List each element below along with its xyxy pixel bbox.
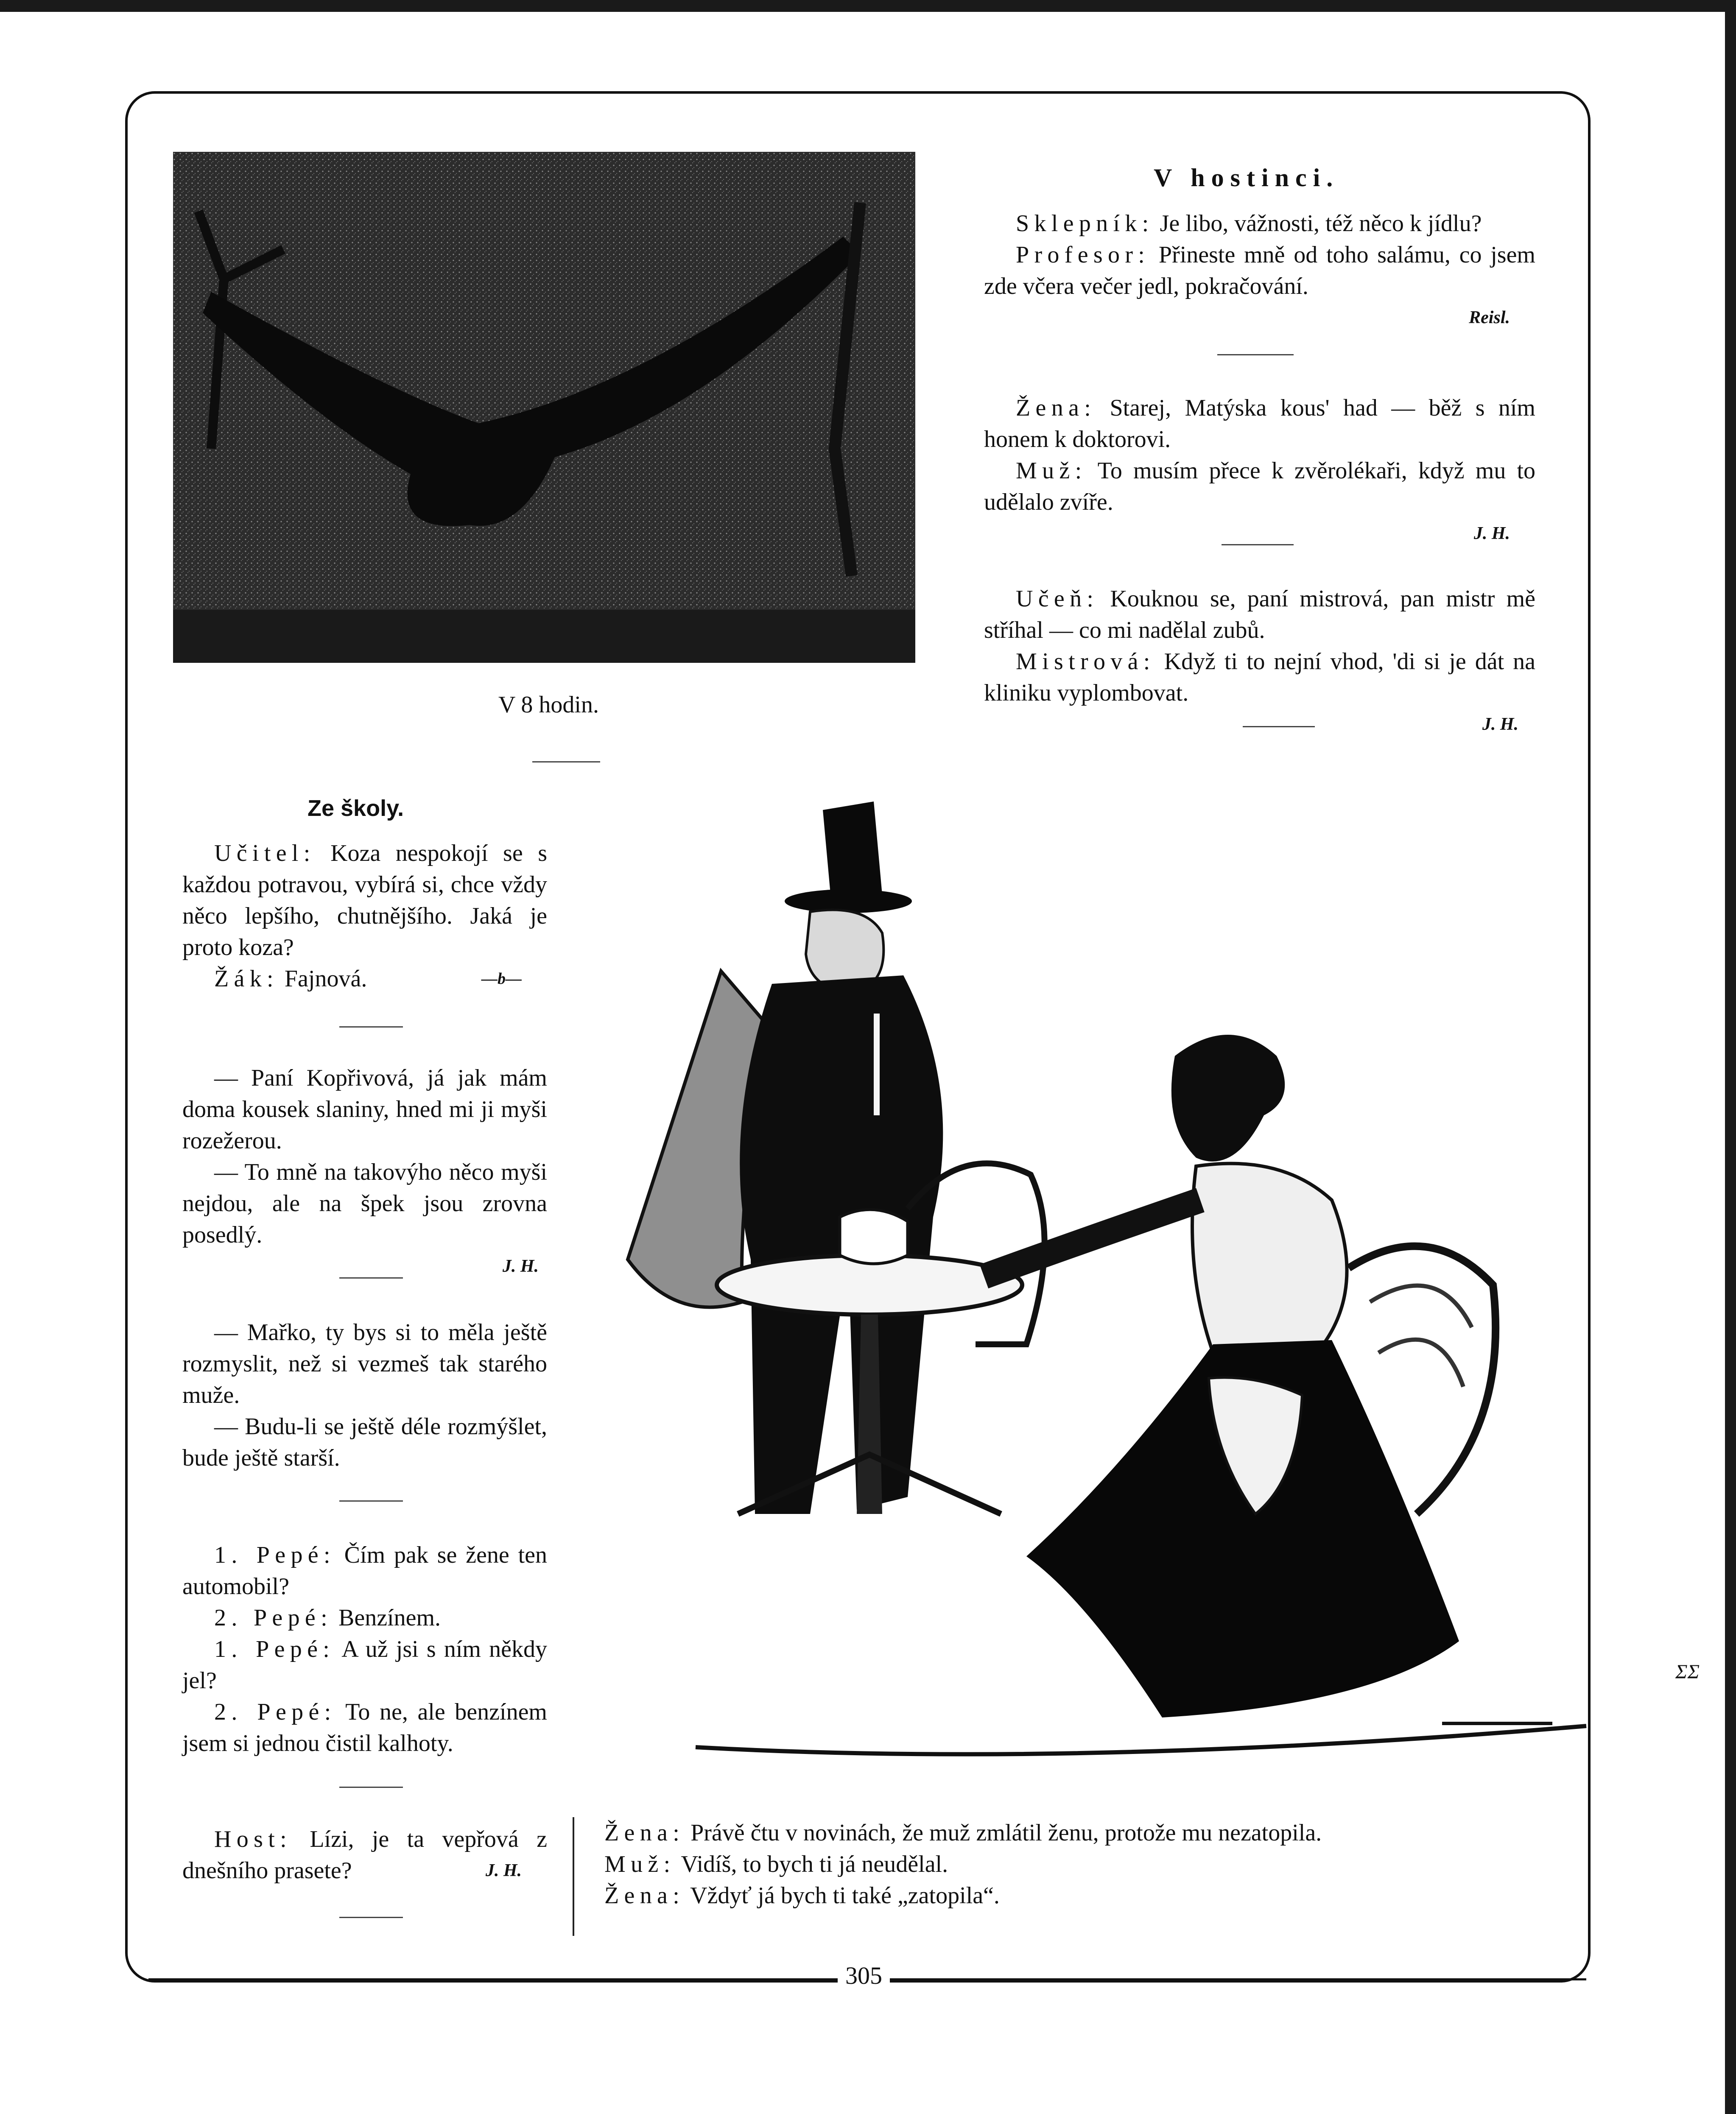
line-text: Když ti to nejní vhod, 'di si je dát na kliniku vyplombovat. (984, 648, 1535, 706)
line-text: Právě čtu v novinách, že muž zmlátil ženu, protože mu nezatopila. (685, 1820, 1322, 1846)
speaker: Žena: (604, 1882, 685, 1909)
speaker: Žena: (1016, 395, 1096, 421)
hostinec-title: V hostinci. (1154, 164, 1339, 192)
dialogue-line: — Mařko, ty bys si to měla ještě rozmyslit, než si vezmeš tak starého muže. (182, 1319, 547, 1408)
speaker: Učitel: (214, 840, 316, 866)
dialogue-line (604, 1849, 1580, 1880)
speaker: Host: (214, 1826, 292, 1852)
line-text: Fajnová. (278, 966, 367, 992)
scan-edge-top (0, 0, 1736, 12)
author-signature: Reisl. (1469, 308, 1510, 327)
line-text: Koza nespokojí se s každou potravou, vybírá si, chce vždy něco lepšího, chutnějšího. Jaká je proto koza? (182, 840, 547, 961)
skola-title: Ze školy. (308, 796, 404, 821)
dialogue-line (182, 1539, 547, 1602)
line-text: Benzínem. (332, 1605, 441, 1631)
dialogue-line: — To mně na takovýho něco myši nejdou, ale na špek jsou zrovna posedlý. (182, 1159, 547, 1248)
line-text: A už jsi s ním někdy jel? (182, 1636, 547, 1694)
host-block (182, 1824, 547, 1886)
speaker: Učeň: (1016, 586, 1099, 612)
dialogue-line (984, 455, 1535, 518)
separator (339, 1917, 403, 1918)
speaker: 2. Pepé: (214, 1605, 333, 1631)
speaker: Žena: (604, 1820, 685, 1846)
dialogue-line (984, 583, 1535, 646)
speaker: Žák: (214, 966, 279, 992)
dialogue-line (604, 1880, 1580, 1911)
line-text: To musím přece k zvěrolékaři, když mu to udělalo zvíře. (984, 458, 1535, 515)
line-text: Starej, Matýska kous' had — běž s ním honem k doktorovi. (984, 395, 1535, 452)
separator (339, 1026, 403, 1028)
author-signature: J. H. (1482, 715, 1518, 734)
speaker: Muž: (604, 1851, 676, 1877)
ucen-block (984, 583, 1535, 740)
line-text: Čím pak se žene ten automobil? (182, 1542, 547, 1600)
dialogue-line (984, 646, 1535, 709)
speaker: Sklepník: (1016, 210, 1154, 237)
skola-block (182, 838, 547, 994)
night-caption: V 8 hodin. (498, 692, 599, 718)
dialogue-line (182, 1602, 547, 1634)
cafe-illustration (611, 793, 1595, 1781)
separator (532, 761, 600, 762)
speaker: 2. Pepé: (214, 1699, 336, 1725)
separator (1243, 726, 1315, 727)
separator (339, 1277, 403, 1279)
dialogue-line (182, 1696, 547, 1759)
dialogue-line (984, 392, 1535, 455)
separator (339, 1787, 403, 1788)
dialogue-line (214, 963, 367, 994)
speaker: Muž: (1016, 458, 1087, 484)
separator (339, 1500, 403, 1502)
hostinec-block (984, 208, 1535, 333)
line-text: Vždyť já bych ti také „zatopila“. (685, 1882, 1000, 1909)
pepe-block (182, 1539, 547, 1759)
speaker: Profesor: (1016, 242, 1150, 268)
line-text: Vidíš, to bych ti já neudělal. (675, 1851, 948, 1877)
separator (1222, 544, 1294, 545)
speaker: Mistrová: (1016, 648, 1155, 675)
speaker: 1. Pepé: (214, 1542, 335, 1568)
speaker: 1. Pepé: (214, 1636, 335, 1662)
column-divider (573, 1817, 574, 1936)
zatopila-block (604, 1817, 1580, 1911)
dialogue-line: — Budu-li se ještě déle rozmýšlet, bude ještě starší. (182, 1413, 547, 1471)
author-signature: J. H. (502, 1257, 539, 1276)
night-illustration (173, 152, 915, 663)
line-text: Kouknou se, paní mistrová, pan mistr mě stříhal — co mi nadělal zubů. (984, 586, 1535, 643)
line-text: To ne, ale benzínem jsem si jednou čistil kalhoty. (182, 1699, 547, 1757)
line-text: Přineste mně od toho salámu, co jsem zde včera večer jedl, pokračování. (984, 242, 1535, 299)
scan-edge-right (1725, 0, 1736, 2114)
page-number: 305 (838, 1961, 890, 1990)
koprivova-block (182, 1062, 547, 1282)
had-block (984, 392, 1535, 549)
marka-block (182, 1317, 547, 1474)
author-signature: J. H. (485, 1861, 522, 1880)
illustrator-signature: ΣΣ (1675, 1661, 1700, 1683)
dialogue-line (182, 838, 547, 963)
dialogue-line (182, 1634, 547, 1696)
author-signature: —b— (481, 970, 522, 988)
separator (1217, 354, 1294, 355)
dialogue-line: — Paní Kopřivová, já jak mám doma kousek slaniny, hned mi ji myši rozežerou. (182, 1065, 547, 1154)
dialogue-line (984, 239, 1535, 302)
line-text: Lízi, je ta vepřová z dnešního prasete? (182, 1826, 547, 1884)
author-signature: J. H. (1473, 524, 1510, 543)
dialogue-line (604, 1817, 1580, 1849)
line-text: Je libo, vážnosti, též něco k jídlu? (1154, 210, 1482, 237)
dialogue-line (984, 208, 1535, 239)
